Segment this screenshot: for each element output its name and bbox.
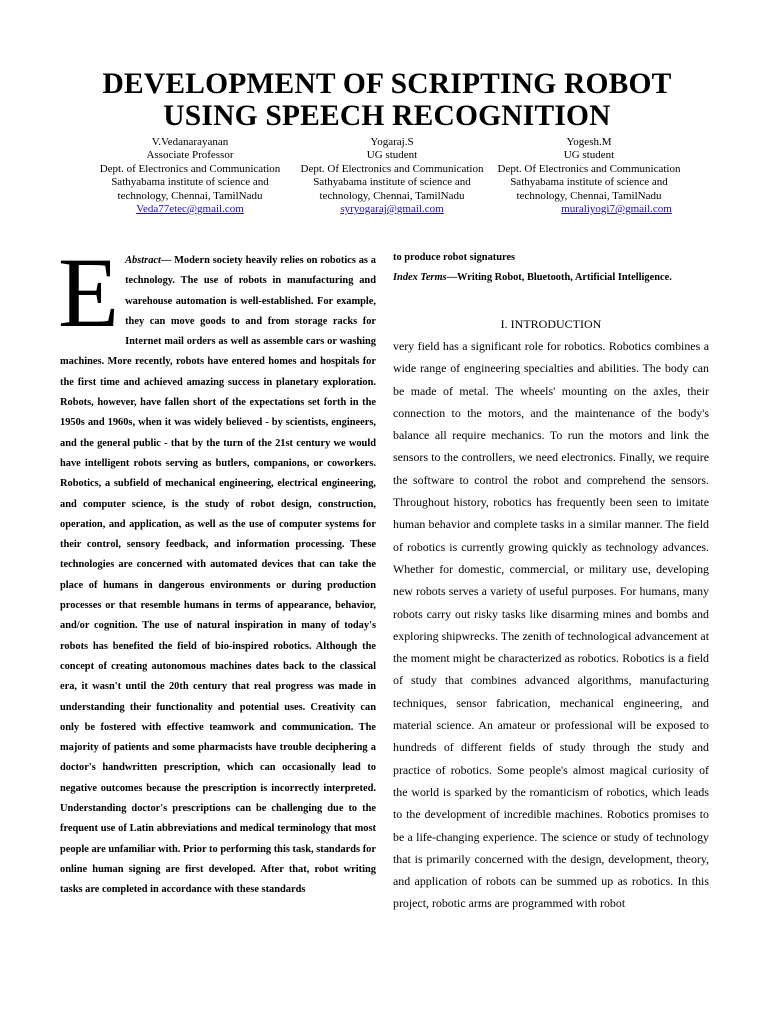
abstract-text: Modern society heavily relies on robotics as a technology. The use of robots in manufacturing and warehouse automation is well-established. For example, they can move goods to and from storage racks for Internet mail orders as well as assemble cars or washing machines. More recently, robots have entered homes and hospitals for the first time and achieved amazing success in planetary exploration. Robots, however, have fallen short of the expectations set forth in the 1950s and 1960s, when it was widely believed - by scientists, engineers, and the general public - that by the turn of the 21st century we would have intelligent robots serving as butlers, companions, or coworkers. Robotics, a subfield of mechanical engineering, electrical engineering, and computer science, is the study of robot design, construction, operation, and application, as well as the use of computer systems for their control, sensory feedback, and information processing. These technologies are concerned with automated devices that can take the place of humans in dangerous environments or during production processes or that resemble humans in terms of appearance, behavior, and/or cognition. The use of natural inspiration in many of today's robots has benefited the field of bio-inspired robotics. Although the concept of creating autonomous machines dates back to the classical era, it wasn't until the 20th century that real progress was made in understanding their functionality and potential uses. Creativity can only be fostered with effective teamwork and communication. The majority of patients and some pharmacists have trouble deciphering a doctor's handwritten prescription, which can occasionally lead to negative outcomes because the prescription is incorrectly interpreted. Understanding doctor's prescriptions can be challenging due to the frequent use of Latin abbreviations and medical terminology that most people are unfamiliar with. Prior to performing this task, standards for online human signing are first developed. After that, robot writing tasks are completed in accordance with these standards <box>60 255 376 896</box>
title-line-2: USING SPEECH RECOGNITION <box>163 100 611 132</box>
author-name: V.Vedanarayanan <box>151 136 229 148</box>
author-block-2 <box>286 136 498 216</box>
author-email-link[interactable]: muraliyogi7@gmail.com <box>561 203 672 216</box>
author-institution: Sathyabama institute of science and <box>111 176 269 189</box>
author-institution: Sathyabama institute of science and <box>313 176 471 189</box>
author-email-link[interactable]: syryogaraj@gmail.com <box>340 203 444 216</box>
index-terms-text: —Writing Robot, Bluetooth, Artificial Intelligence. <box>446 272 672 283</box>
introduction-heading: I. INTRODUCTION <box>500 317 602 331</box>
abstract-dash: — <box>160 255 175 266</box>
author-name: Yogesh.M <box>566 136 612 148</box>
author-dept: Dept. Of Electronics and Communication <box>300 162 484 175</box>
author-location: technology, Chennai, TamilNadu <box>319 189 465 202</box>
author-name: Yogaraj.S <box>370 136 414 148</box>
title-line-1: DEVELOPMENT OF SCRIPTING ROBOT <box>102 68 672 100</box>
index-terms-label: Index Terms <box>393 272 447 283</box>
author-role: Associate Professor <box>146 149 234 162</box>
author-dept: Dept. Of Electronics and Communication <box>497 162 681 175</box>
paper-title <box>60 68 714 132</box>
author-dept: Dept. of Electronics and Communication <box>99 162 281 175</box>
author-role: UG student <box>563 149 615 162</box>
right-column <box>393 251 709 915</box>
author-block-1 <box>90 136 290 216</box>
author-role: UG student <box>366 149 418 162</box>
author-block-3 <box>486 136 692 216</box>
author-institution: Sathyabama institute of science and <box>510 176 668 189</box>
index-terms <box>393 271 709 285</box>
abstract-dropcap: E <box>58 237 120 348</box>
abstract-column <box>58 237 376 901</box>
introduction-text: very field has a significant role for robotics. Robotics combines a wide range of engineering specialties and abilities. The body can be made of metal. The wheels' mounting on the axles, their connection to the motors, and the maintenance of the body's balance all require mechanics. To run the motors and link the sensors to the controllers, we need electronics. Finally, we require the software to control the robot and comprehend the sensors. Throughout history, robotics has frequently been seen to imitate human behavior and complete tasks in a similar manner. The field of robotics is currently growing quickly as technology advances. Whether for domestic, commercial, or military use, developing new robots serves a variety of useful purposes. For humans, many robots carry out risky tasks like disarming mines and bombs and exploring shipwrecks. The zenith of technological advancement at the moment might be characterized as robotics. Robotics is a field of study that combines advanced algorithms, manufacturing techniques, sensor fabrication, mechanical engineering, and material science. An amateur or professional will be exposed to hundreds of different fields of study through the study and practice of robotics. Some people's almost magical curiosity of the world is sparked by the romanticism of robotics, which leads to the development of incredible machines. Robotics promises to be a life-changing experience. The science or study of technology that is primarily concerned with the design, development, theory, and application of robots can be summed up as robotics. In this project, robotic arms are programmed with robot <box>393 339 709 911</box>
abstract-continuation: to produce robot signatures <box>393 252 516 263</box>
abstract-label: Abstract <box>125 255 161 266</box>
author-email-link[interactable]: Veda77etec@gmail.com <box>136 203 244 216</box>
author-location: technology, Chennai, TamilNadu <box>516 189 662 202</box>
author-location: technology, Chennai, TamilNadu <box>117 189 263 202</box>
